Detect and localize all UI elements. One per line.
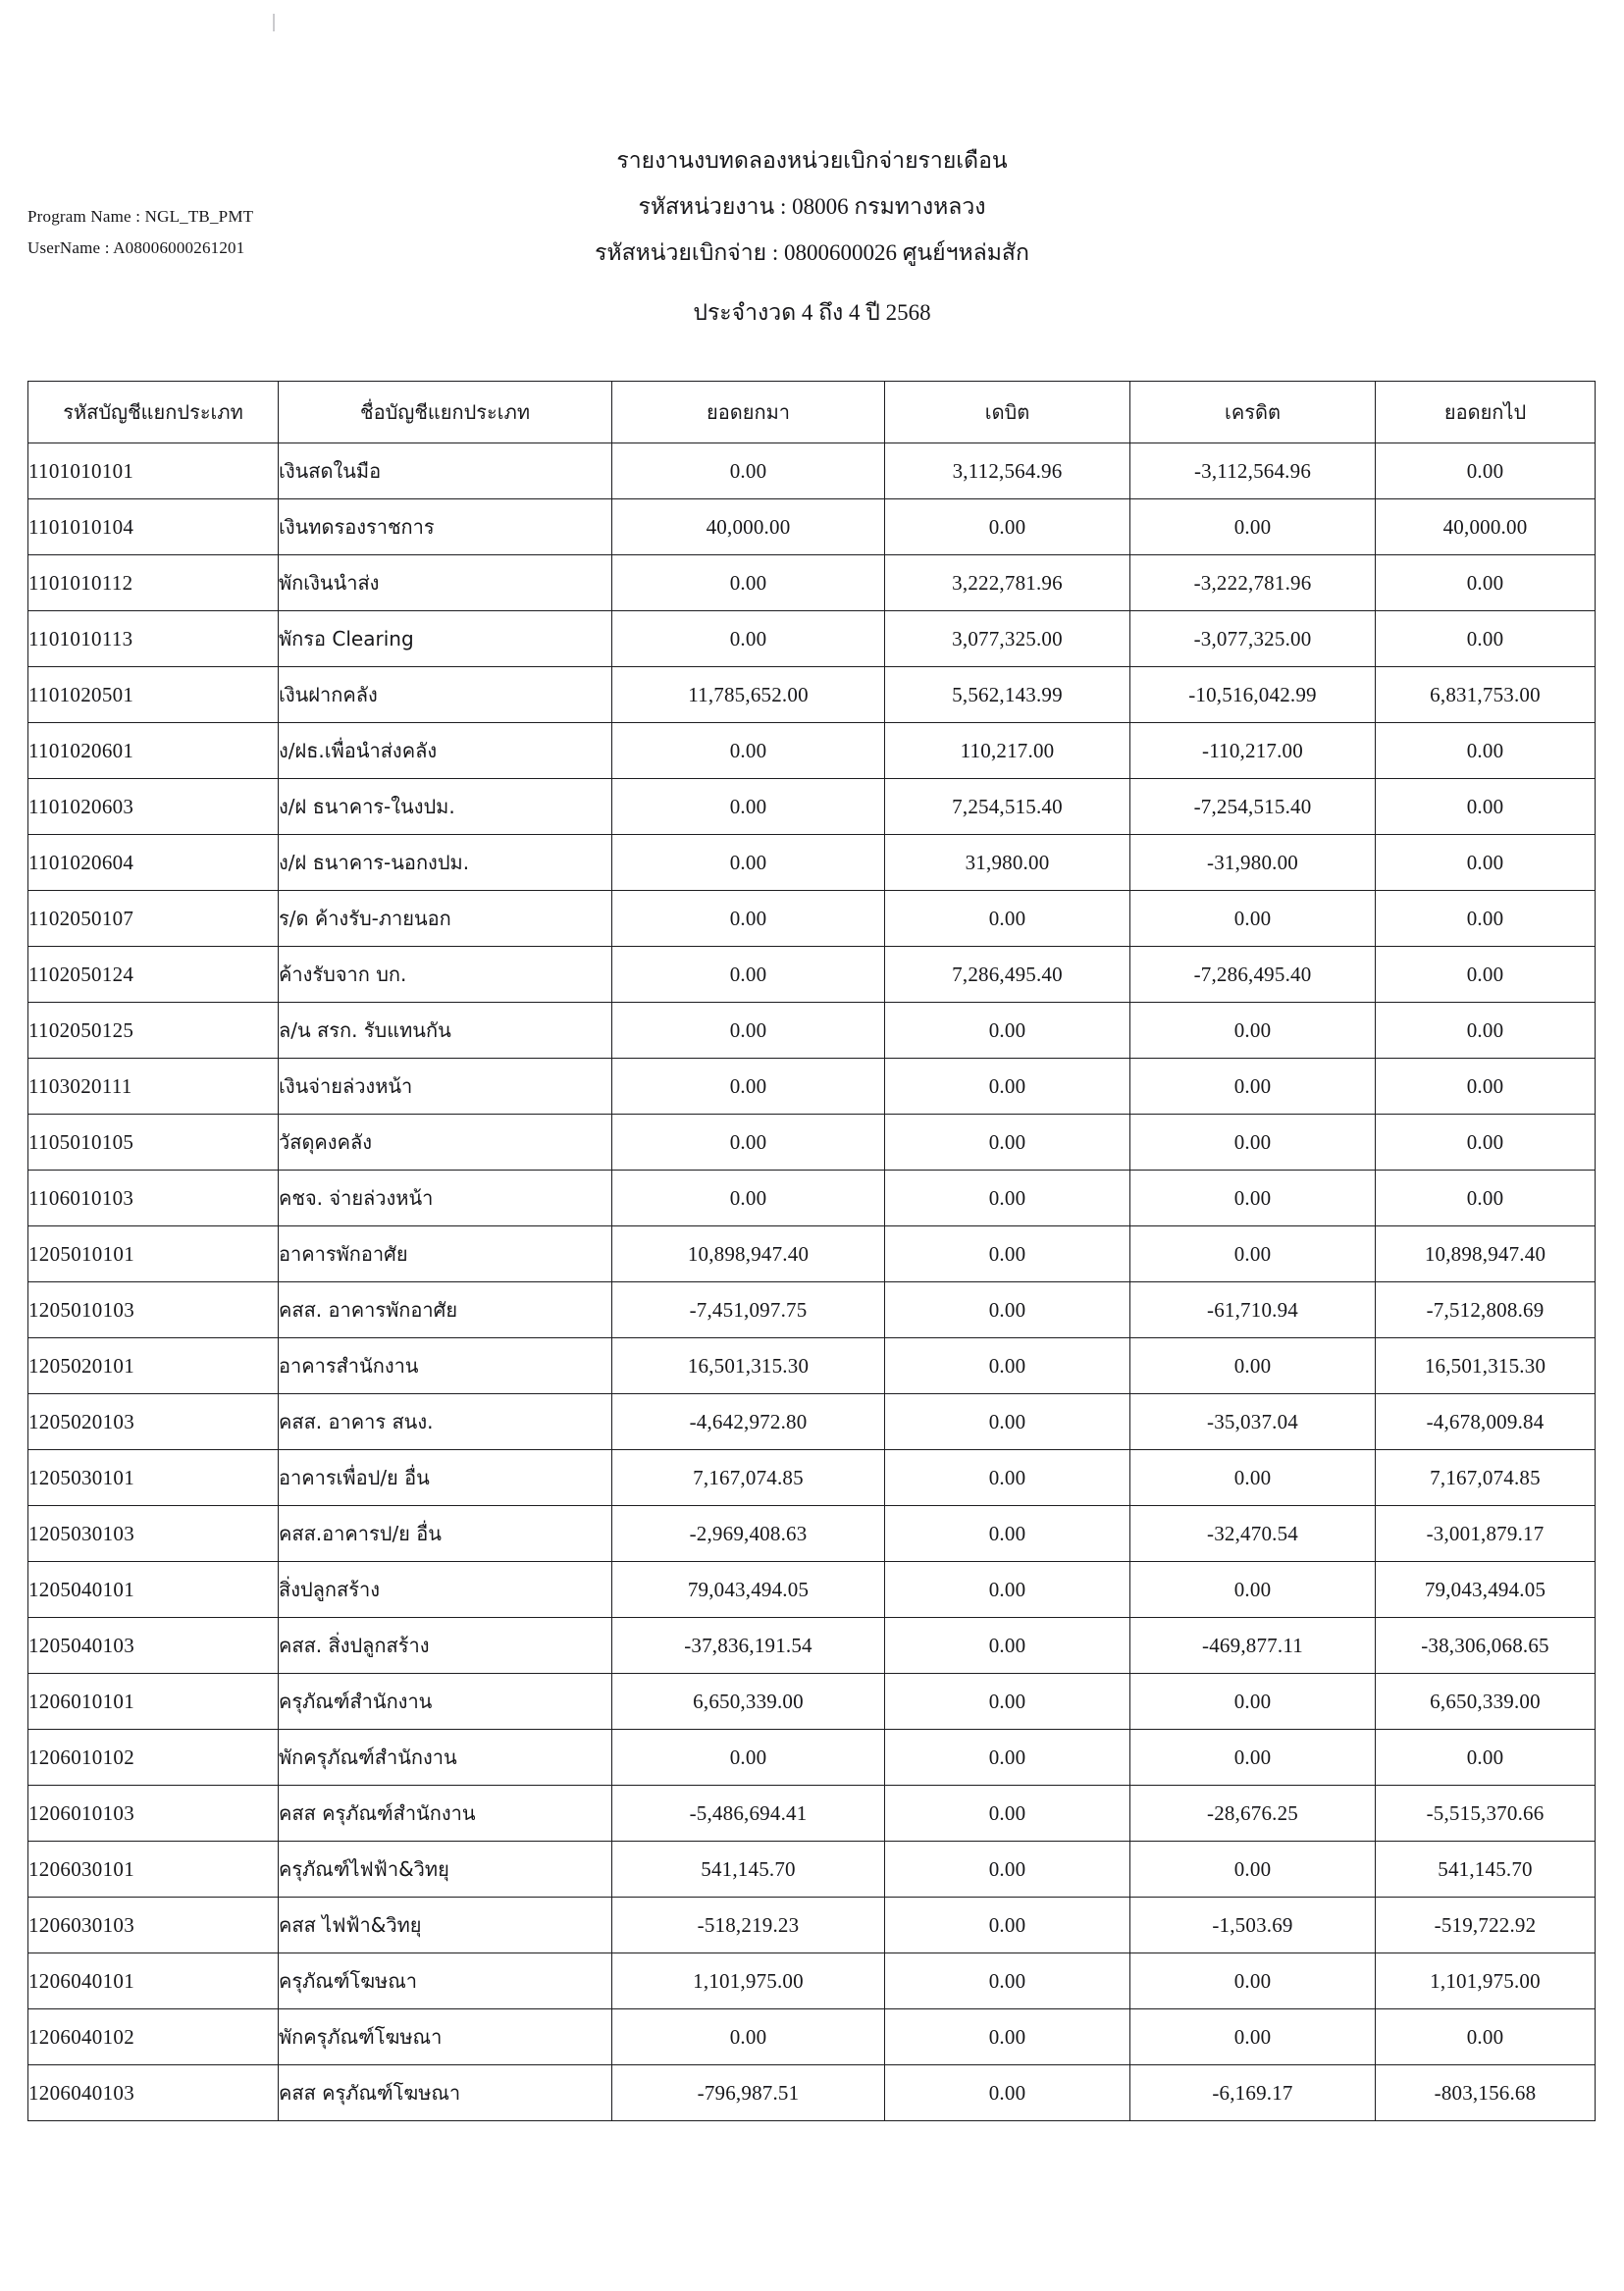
table-row xyxy=(28,2009,1596,2065)
cell-debit: 7,254,515.40 xyxy=(885,779,1130,835)
cell-account-name: คสส. สิ่งปลูกสร้าง xyxy=(279,1618,612,1674)
cell-brought-forward: -4,642,972.80 xyxy=(612,1394,885,1450)
cell-brought-forward: 79,043,494.05 xyxy=(612,1562,885,1618)
table-row xyxy=(28,947,1596,1003)
cell-account-name: คชจ. จ่ายล่วงหน้า xyxy=(279,1171,612,1226)
cell-credit: 0.00 xyxy=(1130,1003,1376,1059)
trial-balance-table-wrap xyxy=(27,381,1595,2121)
cell-debit: 0.00 xyxy=(885,1898,1130,1953)
cell-credit: -1,503.69 xyxy=(1130,1898,1376,1953)
cell-debit: 0.00 xyxy=(885,1450,1130,1506)
table-row xyxy=(28,779,1596,835)
table-row xyxy=(28,667,1596,723)
cell-credit: -28,676.25 xyxy=(1130,1786,1376,1842)
user-name: UserName : A08006000261201 xyxy=(27,238,245,258)
cell-carried-forward: 0.00 xyxy=(1376,1115,1596,1171)
cell-brought-forward: -796,987.51 xyxy=(612,2065,885,2121)
cell-account-name: คสส ครุภัณฑ์สำนักงาน xyxy=(279,1786,612,1842)
cell-credit: 0.00 xyxy=(1130,499,1376,555)
cell-account-name: คสส. อาคารพักอาศัย xyxy=(279,1282,612,1338)
program-name: Program Name : NGL_TB_PMT xyxy=(27,207,254,226)
table-header-row xyxy=(28,382,1596,443)
table-row xyxy=(28,1115,1596,1171)
cell-account-name: เงินสดในมือ xyxy=(279,443,612,499)
table-row xyxy=(28,1282,1596,1338)
cell-debit: 0.00 xyxy=(885,1562,1130,1618)
cell-account-code: 1206010102 xyxy=(28,1730,279,1786)
table-row xyxy=(28,1226,1596,1282)
cell-account-name: ครุภัณฑ์โฆษณา xyxy=(279,1953,612,2009)
cell-debit: 0.00 xyxy=(885,1618,1130,1674)
cell-brought-forward: 7,167,074.85 xyxy=(612,1450,885,1506)
cell-brought-forward: 541,145.70 xyxy=(612,1842,885,1898)
cell-account-name: เงินฝากคลัง xyxy=(279,667,612,723)
cell-carried-forward: 0.00 xyxy=(1376,1171,1596,1226)
cell-account-code: 1206030103 xyxy=(28,1898,279,1953)
table-row xyxy=(28,1730,1596,1786)
cell-brought-forward: -518,219.23 xyxy=(612,1898,885,1953)
cell-carried-forward: 0.00 xyxy=(1376,891,1596,947)
cell-carried-forward: 79,043,494.05 xyxy=(1376,1562,1596,1618)
cell-credit: -110,217.00 xyxy=(1130,723,1376,779)
cell-carried-forward: 0.00 xyxy=(1376,779,1596,835)
cell-carried-forward: 6,831,753.00 xyxy=(1376,667,1596,723)
cell-debit: 0.00 xyxy=(885,1226,1130,1282)
report-header xyxy=(0,0,1624,334)
col-header-account-code: รหัสบัญชีแยกประเภท xyxy=(28,382,279,443)
cell-brought-forward: 0.00 xyxy=(612,1003,885,1059)
cell-carried-forward: 6,650,339.00 xyxy=(1376,1674,1596,1730)
cell-carried-forward: -4,678,009.84 xyxy=(1376,1394,1596,1450)
cell-credit: 0.00 xyxy=(1130,1450,1376,1506)
table-row xyxy=(28,1786,1596,1842)
cell-account-code: 1102050125 xyxy=(28,1003,279,1059)
cell-debit: 110,217.00 xyxy=(885,723,1130,779)
cell-carried-forward: 0.00 xyxy=(1376,555,1596,611)
cell-debit: 0.00 xyxy=(885,1506,1130,1562)
table-row xyxy=(28,1674,1596,1730)
cell-credit: 0.00 xyxy=(1130,1562,1376,1618)
cell-account-code: 1205010101 xyxy=(28,1226,279,1282)
cell-account-code: 1103020111 xyxy=(28,1059,279,1115)
cell-brought-forward: -2,969,408.63 xyxy=(612,1506,885,1562)
report-title: รายงานงบทดลองหน่วยเบิกจ่ายรายเดือน xyxy=(616,148,1008,173)
report-titles xyxy=(0,137,1624,337)
cell-account-code: 1101020603 xyxy=(28,779,279,835)
cell-account-code: 1206040103 xyxy=(28,2065,279,2121)
disbursement-unit-line: รหัสหน่วยเบิกจ่าย : 0800600026 ศูนย์ฯหล่มสัก xyxy=(595,240,1029,266)
table-row xyxy=(28,1171,1596,1226)
cell-account-code: 1205040101 xyxy=(28,1562,279,1618)
table-row xyxy=(28,723,1596,779)
table-row xyxy=(28,1618,1596,1674)
cell-carried-forward: -519,722.92 xyxy=(1376,1898,1596,1953)
cell-debit: 0.00 xyxy=(885,1171,1130,1226)
cell-debit: 3,112,564.96 xyxy=(885,443,1130,499)
cell-account-name: อาคารสำนักงาน xyxy=(279,1338,612,1394)
cell-brought-forward: 1,101,975.00 xyxy=(612,1953,885,2009)
cell-credit: -10,516,042.99 xyxy=(1130,667,1376,723)
cell-account-code: 1101010112 xyxy=(28,555,279,611)
cell-brought-forward: 0.00 xyxy=(612,1059,885,1115)
cell-account-code: 1105010105 xyxy=(28,1115,279,1171)
cell-account-name: เงินจ่ายล่วงหน้า xyxy=(279,1059,612,1115)
table-row xyxy=(28,1338,1596,1394)
cell-account-code: 1205030103 xyxy=(28,1506,279,1562)
cell-brought-forward: 0.00 xyxy=(612,443,885,499)
table-row xyxy=(28,1953,1596,2009)
cell-carried-forward: -3,001,879.17 xyxy=(1376,1506,1596,1562)
cell-account-name: ง/ฝธ.เพื่อนำส่งคลัง xyxy=(279,723,612,779)
cell-account-code: 1102050107 xyxy=(28,891,279,947)
cell-account-code: 1205040103 xyxy=(28,1618,279,1674)
cell-carried-forward: 7,167,074.85 xyxy=(1376,1450,1596,1506)
table-row xyxy=(28,835,1596,891)
cell-debit: 0.00 xyxy=(885,1338,1130,1394)
col-header-carried-forward: ยอดยกไป xyxy=(1376,382,1596,443)
table-row xyxy=(28,1059,1596,1115)
col-header-credit: เครดิต xyxy=(1130,382,1376,443)
cell-account-name: ง/ฝ ธนาคาร-ในงปม. xyxy=(279,779,612,835)
cell-account-code: 1106010103 xyxy=(28,1171,279,1226)
cell-brought-forward: 6,650,339.00 xyxy=(612,1674,885,1730)
cell-credit: -3,112,564.96 xyxy=(1130,443,1376,499)
cell-brought-forward: 0.00 xyxy=(612,835,885,891)
cell-carried-forward: 0.00 xyxy=(1376,611,1596,667)
table-row xyxy=(28,1842,1596,1898)
table-row xyxy=(28,555,1596,611)
cell-debit: 31,980.00 xyxy=(885,835,1130,891)
cell-account-name: ร/ด ค้างรับ-ภายนอก xyxy=(279,891,612,947)
cell-credit: 0.00 xyxy=(1130,1730,1376,1786)
cell-account-name: อาคารพักอาศัย xyxy=(279,1226,612,1282)
table-row xyxy=(28,499,1596,555)
cell-account-name: คสส ครุภัณฑ์โฆษณา xyxy=(279,2065,612,2121)
cell-brought-forward: 0.00 xyxy=(612,947,885,1003)
cell-account-name: พักรอ Clearing xyxy=(279,611,612,667)
cell-account-name: พักครุภัณฑ์สำนักงาน xyxy=(279,1730,612,1786)
cell-debit: 0.00 xyxy=(885,891,1130,947)
cell-carried-forward: 10,898,947.40 xyxy=(1376,1226,1596,1282)
cell-debit: 0.00 xyxy=(885,499,1130,555)
cell-account-code: 1101010113 xyxy=(28,611,279,667)
cell-brought-forward: 0.00 xyxy=(612,891,885,947)
cell-account-name: คสส ไฟฟ้า&วิทยุ xyxy=(279,1898,612,1953)
table-body xyxy=(28,443,1596,2121)
cell-brought-forward: 11,785,652.00 xyxy=(612,667,885,723)
cell-account-name: ล/น สรก. รับแทนกัน xyxy=(279,1003,612,1059)
cell-credit: -32,470.54 xyxy=(1130,1506,1376,1562)
table-row xyxy=(28,1898,1596,1953)
cell-account-name: พักเงินนำส่ง xyxy=(279,555,612,611)
cell-debit: 0.00 xyxy=(885,1842,1130,1898)
cell-carried-forward: 0.00 xyxy=(1376,1730,1596,1786)
col-header-brought-forward: ยอดยกมา xyxy=(612,382,885,443)
cell-brought-forward: 0.00 xyxy=(612,2009,885,2065)
table-row xyxy=(28,1450,1596,1506)
cell-carried-forward: 0.00 xyxy=(1376,835,1596,891)
cell-credit: -469,877.11 xyxy=(1130,1618,1376,1674)
cell-account-name: ง/ฝ ธนาคาร-นอกงปม. xyxy=(279,835,612,891)
cell-debit: 0.00 xyxy=(885,2009,1130,2065)
cell-account-name: ครุภัณฑ์ไฟฟ้า&วิทยุ xyxy=(279,1842,612,1898)
cell-credit: -35,037.04 xyxy=(1130,1394,1376,1450)
cell-credit: 0.00 xyxy=(1130,1059,1376,1115)
cell-account-name: อาคารเพื่อป/ย อื่น xyxy=(279,1450,612,1506)
cell-brought-forward: 0.00 xyxy=(612,1115,885,1171)
cell-credit: 0.00 xyxy=(1130,1842,1376,1898)
cell-brought-forward: -7,451,097.75 xyxy=(612,1282,885,1338)
cell-account-name: วัสดุคงคลัง xyxy=(279,1115,612,1171)
cell-brought-forward: 0.00 xyxy=(612,611,885,667)
cell-account-name: ครุภัณฑ์สำนักงาน xyxy=(279,1674,612,1730)
cell-carried-forward: 0.00 xyxy=(1376,443,1596,499)
cell-account-code: 1101010101 xyxy=(28,443,279,499)
cell-carried-forward: 16,501,315.30 xyxy=(1376,1338,1596,1394)
cell-carried-forward: 0.00 xyxy=(1376,1059,1596,1115)
cell-carried-forward: -803,156.68 xyxy=(1376,2065,1596,2121)
cell-carried-forward: 0.00 xyxy=(1376,947,1596,1003)
cell-credit: -3,077,325.00 xyxy=(1130,611,1376,667)
cell-credit: -6,169.17 xyxy=(1130,2065,1376,2121)
cell-credit: -31,980.00 xyxy=(1130,835,1376,891)
table-row xyxy=(28,1003,1596,1059)
cell-credit: -61,710.94 xyxy=(1130,1282,1376,1338)
cell-carried-forward: 0.00 xyxy=(1376,723,1596,779)
cell-account-code: 1101010104 xyxy=(28,499,279,555)
cell-debit: 0.00 xyxy=(885,1282,1130,1338)
trial-balance-table xyxy=(27,381,1596,2121)
cell-debit: 5,562,143.99 xyxy=(885,667,1130,723)
cell-carried-forward: -38,306,068.65 xyxy=(1376,1618,1596,1674)
cell-debit: 0.00 xyxy=(885,1394,1130,1450)
cell-carried-forward: -5,515,370.66 xyxy=(1376,1786,1596,1842)
cell-account-code: 1205020101 xyxy=(28,1338,279,1394)
cell-carried-forward: 541,145.70 xyxy=(1376,1842,1596,1898)
cell-account-code: 1101020501 xyxy=(28,667,279,723)
table-row xyxy=(28,2065,1596,2121)
table-row xyxy=(28,1562,1596,1618)
cell-brought-forward: 0.00 xyxy=(612,779,885,835)
cell-account-code: 1206040101 xyxy=(28,1953,279,2009)
cell-debit: 7,286,495.40 xyxy=(885,947,1130,1003)
cell-carried-forward: -7,512,808.69 xyxy=(1376,1282,1596,1338)
col-header-account-name: ชื่อบัญชีแยกประเภท xyxy=(279,382,612,443)
cell-account-code: 1205030101 xyxy=(28,1450,279,1506)
cell-account-name: สิ่งปลูกสร้าง xyxy=(279,1562,612,1618)
cell-account-code: 1206040102 xyxy=(28,2009,279,2065)
table-row xyxy=(28,891,1596,947)
table-row xyxy=(28,611,1596,667)
cell-debit: 0.00 xyxy=(885,1730,1130,1786)
cell-account-code: 1101020601 xyxy=(28,723,279,779)
cell-account-code: 1206030101 xyxy=(28,1842,279,1898)
cell-account-code: 1205010103 xyxy=(28,1282,279,1338)
cell-credit: 0.00 xyxy=(1130,1338,1376,1394)
cell-brought-forward: 0.00 xyxy=(612,555,885,611)
cell-credit: 0.00 xyxy=(1130,891,1376,947)
cell-debit: 0.00 xyxy=(885,1953,1130,2009)
cell-account-name: พักครุภัณฑ์โฆษณา xyxy=(279,2009,612,2065)
cell-brought-forward: -37,836,191.54 xyxy=(612,1618,885,1674)
cell-carried-forward: 0.00 xyxy=(1376,1003,1596,1059)
cell-credit: -7,286,495.40 xyxy=(1130,947,1376,1003)
cell-credit: 0.00 xyxy=(1130,1226,1376,1282)
cell-debit: 0.00 xyxy=(885,2065,1130,2121)
cell-credit: 0.00 xyxy=(1130,1953,1376,2009)
cell-debit: 0.00 xyxy=(885,1115,1130,1171)
table-row xyxy=(28,443,1596,499)
cell-credit: 0.00 xyxy=(1130,1674,1376,1730)
cell-debit: 3,077,325.00 xyxy=(885,611,1130,667)
cell-credit: 0.00 xyxy=(1130,1115,1376,1171)
cell-debit: 0.00 xyxy=(885,1059,1130,1115)
cell-account-code: 1206010103 xyxy=(28,1786,279,1842)
cell-account-code: 1101020604 xyxy=(28,835,279,891)
cell-credit: 0.00 xyxy=(1130,2009,1376,2065)
cell-debit: 0.00 xyxy=(885,1003,1130,1059)
cell-account-name: คสส.อาคารป/ย อื่น xyxy=(279,1506,612,1562)
cell-account-code: 1206010101 xyxy=(28,1674,279,1730)
cell-credit: -3,222,781.96 xyxy=(1130,555,1376,611)
cell-brought-forward: -5,486,694.41 xyxy=(612,1786,885,1842)
cell-account-name: คสส. อาคาร สนง. xyxy=(279,1394,612,1450)
cell-account-name: ค้างรับจาก บก. xyxy=(279,947,612,1003)
cell-account-name: เงินทดรองราชการ xyxy=(279,499,612,555)
cell-brought-forward: 0.00 xyxy=(612,723,885,779)
table-row xyxy=(28,1394,1596,1450)
period-line: ประจำงวด 4 ถึง 4 ปี 2568 xyxy=(693,300,931,326)
cell-carried-forward: 40,000.00 xyxy=(1376,499,1596,555)
cell-debit: 3,222,781.96 xyxy=(885,555,1130,611)
cell-carried-forward: 0.00 xyxy=(1376,2009,1596,2065)
cell-brought-forward: 16,501,315.30 xyxy=(612,1338,885,1394)
cell-brought-forward: 10,898,947.40 xyxy=(612,1226,885,1282)
cell-carried-forward: 1,101,975.00 xyxy=(1376,1953,1596,2009)
cell-credit: 0.00 xyxy=(1130,1171,1376,1226)
agency-code-line: รหัสหน่วยงาน : 08006 กรมทางหลวง xyxy=(638,194,986,220)
cell-brought-forward: 40,000.00 xyxy=(612,499,885,555)
table-row xyxy=(28,1506,1596,1562)
cell-credit: -7,254,515.40 xyxy=(1130,779,1376,835)
cell-brought-forward: 0.00 xyxy=(612,1171,885,1226)
cell-brought-forward: 0.00 xyxy=(612,1730,885,1786)
cell-account-code: 1102050124 xyxy=(28,947,279,1003)
cell-account-code: 1205020103 xyxy=(28,1394,279,1450)
cell-debit: 0.00 xyxy=(885,1786,1130,1842)
col-header-debit: เดบิต xyxy=(885,382,1130,443)
cell-debit: 0.00 xyxy=(885,1674,1130,1730)
